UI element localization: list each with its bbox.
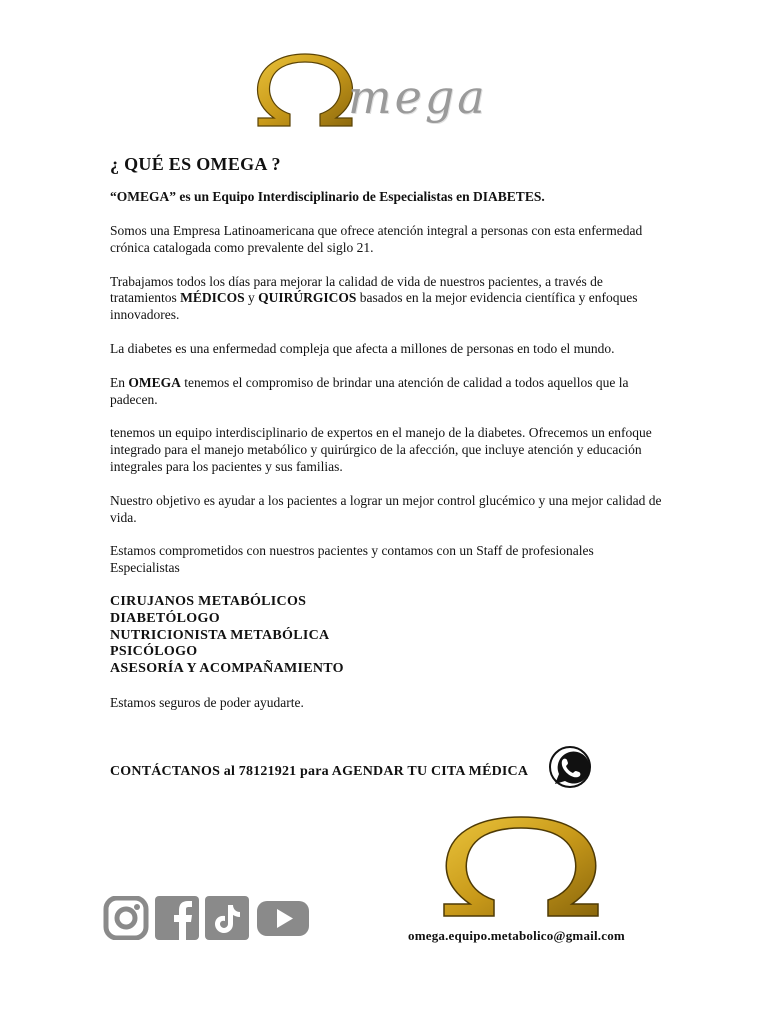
omega-logo-bottom [436,814,606,924]
staff-item: DIABETÓLOGO [110,610,220,626]
omega-wordmark: mega [348,70,488,124]
text-span: y [244,290,259,306]
paragraph-treatments [110,274,666,324]
staff-list [110,594,666,678]
staff-item: PSICÓLOGO [110,644,198,660]
staff-item: ASESORÍA Y ACOMPAÑAMIENTO [110,661,344,677]
omega-symbol-icon [436,814,606,924]
lead-statement: “OMEGA” es un Equipo Interdisciplinario de Especialistas en DIABETES. [110,189,545,204]
text-span: tenemos el compromiso de brindar una atención de calidad a todos aquellos que la padecen. [110,374,629,407]
bold-quirurgicos: QUIRÚRGICOS [258,290,357,306]
main-content [110,154,666,729]
staff-item: CIRUJANOS METABÓLICOS [110,593,307,609]
paragraph-commitment [110,375,666,409]
youtube-icon[interactable] [256,896,310,940]
tiktok-icon[interactable] [205,896,249,940]
text-span: basados en la mejor evidencia científica y enfoques innovadores. [110,290,638,323]
bold-omega: OMEGA [128,374,181,390]
whatsapp-icon[interactable] [547,744,593,790]
paragraph-objective: Nuestro objetivo es ayudar a los pacientes a lograr un mejor control glucémico y una mejor calidad de vida. [110,492,662,525]
paragraph-staff-intro: Estamos comprometidos con nuestros pacientes y contamos con un Staff de profesionales Especialistas [110,543,594,576]
contact-line: CONTÁCTANOS al 78121921 para AGENDAR TU CITA MÉDICA [110,764,529,779]
page-title: ¿ QUÉ ES OMEGA ? [110,154,281,174]
paragraph-intro: Somos una Empresa Latinoamericana que ofrece atención integral a personas con esta enfermedad crónica catalogada como prevalente del siglo 21. [110,223,643,255]
text-span: Trabajamos todos los días para mejorar la calidad de vida de nuestros pacientes, a través de tratamientos [110,273,603,306]
bold-medicos: MÉDICOS [180,290,245,306]
email-address[interactable]: omega.equipo.metabolico@gmail.com [408,928,625,943]
paragraph-closing: Estamos seguros de poder ayudarte. [110,694,304,710]
instagram-icon[interactable] [103,896,149,940]
facebook-icon[interactable] [155,896,199,940]
paragraph-diabetes: La diabetes es una enfermedad compleja que afecta a millones de personas en todo el mundo. [110,340,615,356]
omega-symbol-icon [250,52,360,132]
paragraph-team: tenemos un equipo interdisciplinario de expertos en el manejo de la diabetes. Ofrecemos un enfoque integrado para el manejo metabólico y quirúrgico de la afección, que incluye atención y educación integrales para los pacientes y sus familias. [110,425,652,474]
text-span: En [110,374,129,390]
staff-item: NUTRICIONISTA METABÓLICA [110,627,330,643]
